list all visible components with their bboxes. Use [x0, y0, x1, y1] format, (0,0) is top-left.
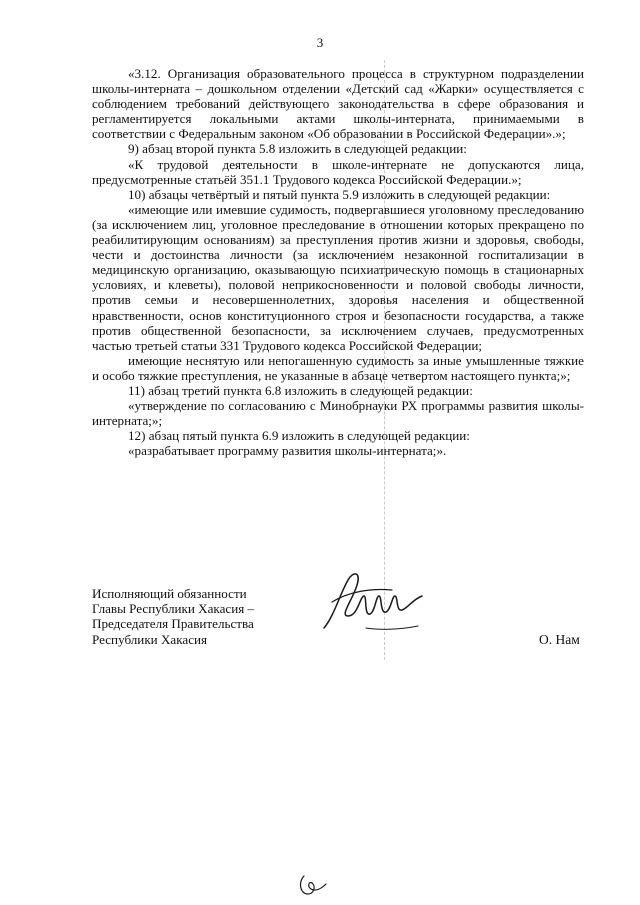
document-body — [92, 66, 584, 458]
signatory-title-line: Республики Хакасия — [92, 631, 208, 647]
page-number: 3 — [316, 35, 324, 50]
signatory-title-line: Исполняющий обязанности — [92, 586, 247, 601]
paragraph-item-9: 9) абзац второй пункта 5.8 изложить в следующей редакции: — [128, 141, 467, 157]
paragraph-item-11-text: «утверждение по согласованию с Минобрнауки РХ программы развития школы-интерната;»; — [92, 398, 584, 429]
signatory-name: О. Нам — [539, 632, 580, 647]
handwritten-signature — [318, 566, 430, 638]
paragraph-item-9-text: «К трудовой деятельности в школе-интернате не допускаются лица, предусмотренные статьёй 351.1 Трудового кодекса Российской Федерации.»; — [92, 156, 584, 187]
signatory-title-line: Председателя Правительства — [92, 616, 254, 632]
paragraph-item-10-text-a: «имеющие или имевшие судимость, подвергавшиеся уголовному преследованию (за исключением лиц, уголовное преследование в отношении которых прекращено по реабилитирующим основаниям) за преступления против жизни и здоровья, свободы, чести и достоинства личности (за исключением незаконной госпитализации в медицинскую организацию, оказывающую психиатрическую помощь в стационарных условиях, и клеветы), половой неприкосновенности и половой свободы личности, против семьи и несовершеннолетних, здоровья населения и общественной нравственности, основ конституционного строя и безопасности государства, а также против общественной безопасности, за исключением случаев, предусмотренных частью третьей статьи 331 Трудового кодекса Российской Федерации; — [92, 201, 584, 353]
signatory-title — [92, 586, 254, 647]
handwritten-mark — [296, 870, 330, 900]
signatory-title-line: Главы Республики Хакасия – — [92, 601, 255, 617]
paragraph-item-12: 12) абзац пятый пункта 6.9 изложить в следующей редакции: — [128, 428, 470, 444]
paragraph-3-12: «3.12. Организация образовательного процесса в структурном подразделении школы-интерната – дошкольном отделении «Детский сад «Жарки» осуществляется с соблюдением требований действующего законодательства в сфере образования и регламентируется локальными актами школы-интерната, принимаемыми в соответствии с Федеральным законом «Об образовании в Российской Федерации».»; — [92, 66, 584, 142]
paragraph-item-11: 11) абзац третий пункта 6.8 изложить в следующей редакции: — [128, 382, 473, 398]
paragraph-item-12-text: «разрабатывает программу развития школы-интерната;». — [128, 443, 447, 459]
paragraph-item-10: 10) абзацы четвёртый и пятый пункта 5.9 изложить в следующей редакции: — [128, 186, 551, 202]
paragraph-item-10-text-b: имеющие неснятую или непогашенную судимость за иные умышленные тяжкие и особо тяжкие преступления, не указанные в абзаце четвертом настоящего пункта;»; — [92, 352, 584, 383]
